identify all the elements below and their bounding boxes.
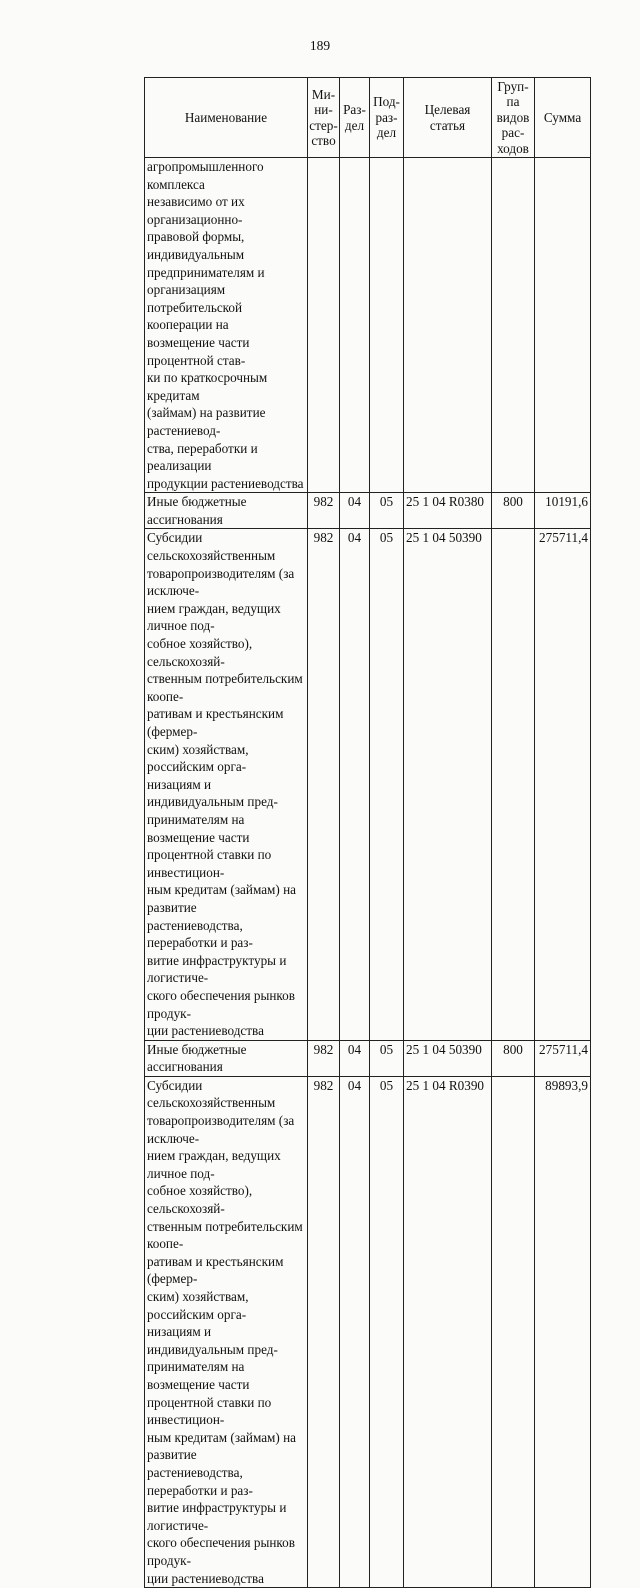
- row-group: 800: [492, 1040, 535, 1076]
- budget-table: [144, 77, 591, 1588]
- row-group: [492, 529, 535, 1040]
- header-name: Наименование: [145, 78, 308, 158]
- row-group: [492, 1076, 535, 1587]
- header-expense-group: Груп- па видов рас- ходов: [492, 78, 535, 158]
- row-section: 04: [340, 493, 370, 529]
- row-ministry: 982: [308, 1040, 340, 1076]
- row-ministry: 982: [308, 529, 340, 1040]
- page-number: 189: [309, 38, 331, 53]
- row-target: 25 1 04 50390: [404, 1040, 492, 1076]
- row-name: Субсидии сельскохозяйственным товаропроизводителям (за исключе- нием граждан, ведущих личное под- собное хозяйство), сельскохозяй- ственным потребительским коопе- ративам и крестьянским (фермер- ским) хозяйствам, российским орга- низациям и индивидуальным пред- принимателям на возмещение части процентной ставки по инвестицион- ным кредитам (займам) на развитие растениеводства, переработки и раз- витие инфраструктуры и логистиче- ского обеспечения рынков продук- ции растениеводства: [145, 1076, 308, 1587]
- header-amount: Сумма: [535, 78, 591, 158]
- row-name: агропромышленного комплекса независимо от их организационно- правовой формы, индивидуальным предпринимателям и организациям потребительской кооперации на возмещение части процентной став- ки по краткосрочным кредитам (займам) на развитие растениевод- ства, переработки и реализации продукции растениеводства: [145, 158, 308, 493]
- header-subsection: Под- раз- дел: [370, 78, 404, 158]
- row-ministry: [308, 158, 340, 493]
- row-name: Субсидии сельскохозяйственным товаропроизводителям (за исключе- нием граждан, ведущих личное под- собное хозяйство), сельскохозяй- ственным потребительским коопе- ративам и крестьянским (фермер- ским) хозяйствам, российским орга- низациям и индивидуальным пред- принимателям на возмещение части процентной ставки по инвестицион- ным кредитам (займам) на развитие растениеводства, переработки и раз- витие инфраструктуры и логистиче- ского обеспечения рынков продук- ции растениеводства: [145, 529, 308, 1040]
- row-name: Иные бюджетные ассигнования: [145, 493, 308, 529]
- table-row: [145, 158, 591, 493]
- row-amount: 275711,4: [535, 529, 591, 1040]
- row-subsection: 05: [370, 1076, 404, 1587]
- row-group: 800: [492, 493, 535, 529]
- row-section: 04: [340, 529, 370, 1040]
- row-target: [404, 158, 492, 493]
- row-section: [340, 158, 370, 493]
- row-ministry: 982: [308, 493, 340, 529]
- row-target: 25 1 04 R0380: [404, 493, 492, 529]
- row-subsection: 05: [370, 1040, 404, 1076]
- header-target: Целевая статья: [404, 78, 492, 158]
- row-subsection: 05: [370, 493, 404, 529]
- row-section: 04: [340, 1076, 370, 1587]
- row-subsection: [370, 158, 404, 493]
- row-name: Иные бюджетные ассигнования: [145, 1040, 308, 1076]
- row-group: [492, 158, 535, 493]
- table-row: [145, 1040, 591, 1076]
- row-amount: 275711,4: [535, 1040, 591, 1076]
- row-amount: [535, 158, 591, 493]
- header-section: Раз- дел: [340, 78, 370, 158]
- row-target: 25 1 04 50390: [404, 529, 492, 1040]
- row-amount: 89893,9: [535, 1076, 591, 1587]
- table-row: [145, 529, 591, 1040]
- row-section: 04: [340, 1040, 370, 1076]
- table-row: [145, 493, 591, 529]
- row-subsection: 05: [370, 529, 404, 1040]
- header-ministry: Ми- ни- стер- ство: [308, 78, 340, 158]
- table-row: [145, 1076, 591, 1587]
- row-ministry: 982: [308, 1076, 340, 1587]
- row-amount: 10191,6: [535, 493, 591, 529]
- table-header-row: [145, 78, 591, 158]
- row-target: 25 1 04 R0390: [404, 1076, 492, 1587]
